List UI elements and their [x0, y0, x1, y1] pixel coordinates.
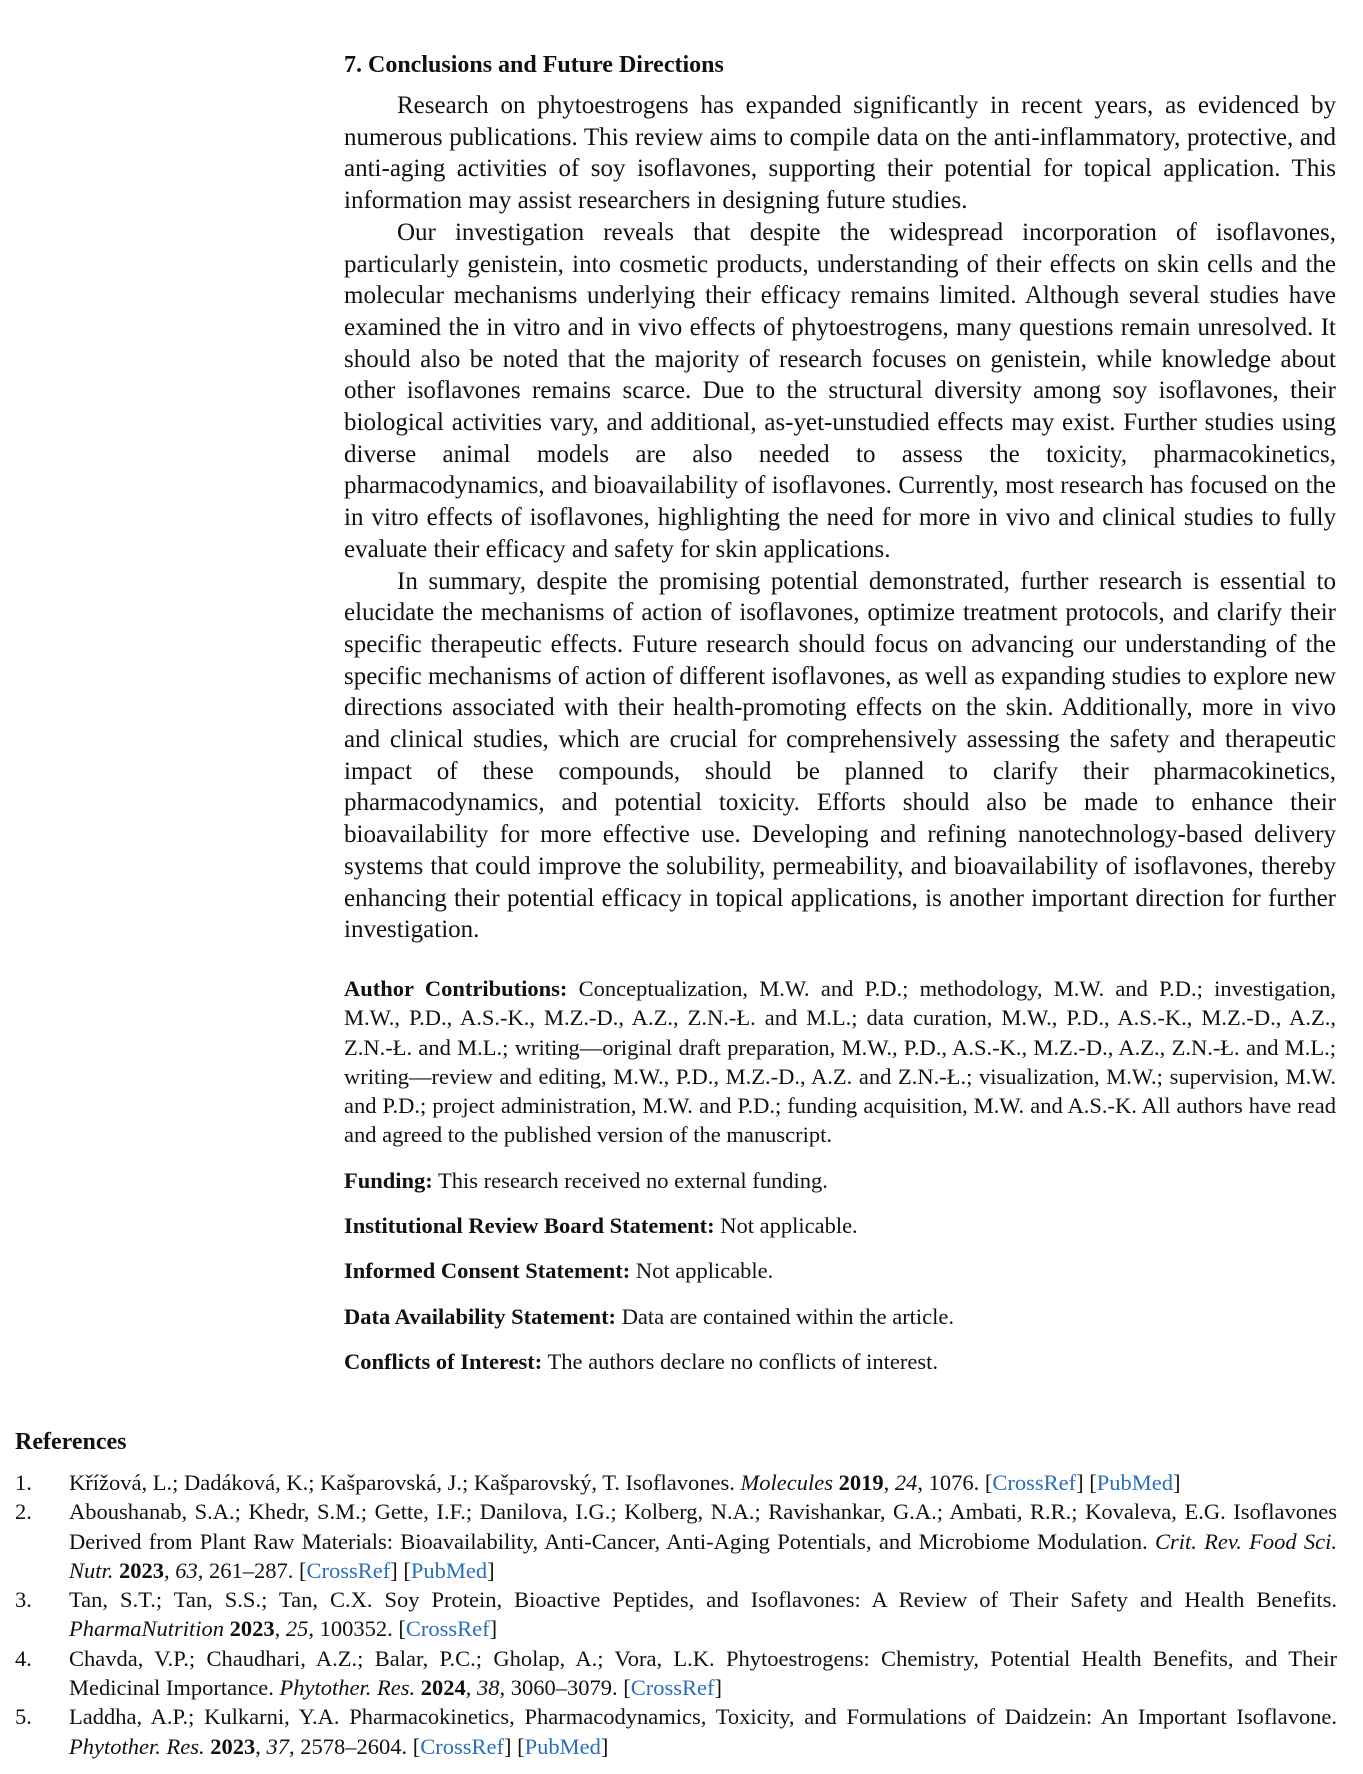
data-availability-statement: [344, 1302, 1336, 1331]
reference-volume: 37: [266, 1733, 289, 1759]
funding-statement: [344, 1166, 1336, 1195]
reference-volume: 24: [894, 1470, 918, 1495]
crossref-link[interactable]: CrossRef: [630, 1675, 715, 1701]
reference-year: 2024: [420, 1675, 466, 1701]
irb-label: Institutional Review Board Statement:: [344, 1213, 715, 1239]
reference-pages: , 2578–2604.: [288, 1733, 408, 1759]
reference-year: 2023: [229, 1616, 275, 1642]
author-contributions-text: Conceptualization, M.W. and P.D.; methodology, M.W. and P.D.; investigation, M.W., P.D., A.S.-K., M.Z.-D., A.Z., Z.N.-Ł. and M.L.; data curation, M.W., P.D., A.S.-K., M.Z.-D., A.Z., Z.N.-Ł. and M.L.; writing—original draft preparation, M.W., P.D., A.S.-K., M.Z.-D., A.Z., Z.N.-Ł. and M.L.; writing—review and editing, M.W., P.D., M.Z.-D., A.Z. and Z.N.-Ł.; visualization, M.W.; supervision, M.W. and P.D.; project administration, M.W. and P.D.; funding acquisition, M.W. and A.S.-K. All authors have read and agreed to the published version of the manuscript.: [344, 975, 1337, 1148]
reference-authors: Aboushanab, S.A.; Khedr, S.M.; Gette, I.F.; Danilova, I.G.; Kolberg, N.A.; Ravishankar, G.A.; Ambati, R.R.; Kovaleva, E.G. Isoflavones Derived from Plant Raw Materials: Bioavailability, Anti-Cancer, Anti-Aging Potentials, and Microbiome Modulation.: [69, 1499, 1337, 1554]
conflicts-statement: [344, 1347, 1336, 1376]
reference-item: 4. Chavda, V.P.; Chaudhari, A.Z.; Balar, P.C.; Gholap, A.; Vora, L.K. Phytoestrogens: Chemistry, Potential Health Benefits, and Their Medicinal Importance. Phytother. Res. 2024, 38, 3060–3079. [CrossRef]: [15, 1645, 1337, 1701]
paragraph: In summary, despite the promising potential demonstrated, further research is essential to elucidate the mechanisms of action of isoflavones, optimize treatment protocols, and clarify their specific therapeutic effects. Future research should focus on advancing our understanding of the specific mechanisms of action of different isoflavones, as well as expanding studies to explore new directions associated with their health-promoting effects on the skin. Additionally, more in vivo and clinical studies, which are crucial for comprehensively assessing the safety and therapeutic impact of these compounds, should be planned to clarify their pharmacokinetics, pharmacodynamics, and potential toxicity. Efforts should also be made to enhance their bioavailability for more effective use. Developing and refining nanotechnology-based delivery systems that could improve the solubility, permeability, and bioavailability of isoflavones, thereby enhancing their potential efficacy in topical applications, is another important direction for further investigation.: [344, 567, 1336, 944]
funding-label: Funding:: [344, 1167, 433, 1193]
author-contributions: [344, 974, 1336, 1150]
main-content: [344, 48, 1336, 1392]
back-matter: [344, 974, 1336, 1376]
reference-authors: Tan, S.T.; Tan, S.S.; Tan, C.X. Soy Protein, Bioactive Peptides, and Isoflavones: A Review of Their Safety and Health Benefits.: [69, 1587, 1337, 1613]
data-availability-label: Data Availability Statement:: [344, 1303, 617, 1329]
reference-item: 3. Tan, S.T.; Tan, S.S.; Tan, C.X. Soy Protein, Bioactive Peptides, and Isoflavones: A Review of Their Safety and Health Benefits. PharmaNutrition 2023, 25, 100352. [CrossRef]: [15, 1587, 1337, 1642]
reference-number: 2.: [15, 1499, 32, 1525]
reference-authors: Laddha, A.P.; Kulkarni, Y.A. Pharmacokinetics, Pharmacodynamics, Toxicity, and Formulations of Daidzein: An Important Isoflavone.: [69, 1704, 1337, 1730]
reference-item: 2. Aboushanab, S.A.; Khedr, S.M.; Gette, I.F.; Danilova, I.G.; Kolberg, N.A.; Ravishankar, G.A.; Ambati, R.R.; Kovaleva, E.G. Isoflavones Derived from Plant Raw Materials: Bioavailability, Anti-Cancer, Anti-Aging Potentials, and Microbiome Modulation. Crit. Rev. Food Sci. Nutr. 2023, 63, 261–287. [CrossRef] [PubMed]: [15, 1499, 1338, 1583]
paragraph: Research on phytoestrogens has expanded significantly in recent years, as evidenced by numerous publications. This review aims to compile data on the anti-inflammatory, protective, and anti-aging activities of soy isoflavones, supporting their potential for topical application. This information may assist researchers in designing future studies.: [344, 92, 1336, 215]
reference-journal: Molecules: [740, 1470, 833, 1495]
paragraph: Our investigation reveals that despite the widespread incorporation of isoflavones, particularly genistein, into cosmetic products, understanding of their effects on skin cells and the molecular mechanisms underlying their efficacy remains limited. Although several studies have examined the in vitro and in vivo effects of phytoestrogens, many questions remain unresolved. It should also be noted that the majority of research focuses on genistein, while knowledge about other isoflavones remains scarce. Due to the structural diversity among soy isoflavones, their biological activities vary, and additional, as-yet-unstudied effects may exist. Further studies using diverse animal models are also needed to assess the toxicity, pharmacokinetics, pharmacodynamics, and bioavailability of isoflavones. Currently, most research has focused on the in vitro effects of isoflavones, highlighting the need for more in vivo and clinical studies to fully evaluate their efficacy and safety for skin applications.: [344, 218, 1336, 563]
irb-statement: [344, 1211, 1336, 1240]
crossref-link[interactable]: CrossRef: [992, 1470, 1077, 1495]
reference-pages: , 261–287.: [197, 1557, 294, 1583]
reference-pages: , 1076.: [917, 1470, 980, 1495]
reference-item: 1. Křížová, L.; Dadáková, K.; Kašparovská, J.; Kašparovský, T. Isoflavones. Molecules 2019, 24, 1076. [CrossRef] [PubMed]: [15, 1468, 1337, 1497]
references-title: References: [15, 1429, 127, 1455]
crossref-link[interactable]: CrossRef: [420, 1733, 504, 1759]
pubmed-link[interactable]: PubMed: [410, 1557, 488, 1583]
reference-year: 2023: [119, 1557, 165, 1583]
consent-text: Not applicable.: [635, 1258, 774, 1284]
reference-journal: Phytother. Res.: [279, 1675, 416, 1701]
consent-label: Informed Consent Statement:: [344, 1258, 631, 1284]
irb-text: Not applicable.: [720, 1213, 858, 1239]
reference-journal: Crit. Rev. Food Sci. Nutr.: [69, 1528, 1338, 1583]
pubmed-link[interactable]: PubMed: [524, 1733, 601, 1759]
reference-number: 1.: [15, 1470, 32, 1495]
pubmed-link[interactable]: PubMed: [1096, 1470, 1173, 1495]
reference-volume: 63: [175, 1557, 198, 1583]
reference-volume: 25: [285, 1616, 309, 1642]
reference-pages: , 100352.: [308, 1616, 393, 1642]
reference-year: 2023: [210, 1733, 256, 1759]
reference-journal: PharmaNutrition: [69, 1616, 225, 1642]
references-section: [15, 1426, 1337, 1761]
data-availability-text: Data are contained within the article.: [621, 1303, 955, 1329]
reference-number: 5.: [15, 1704, 32, 1730]
reference-number: 3.: [15, 1587, 32, 1613]
funding-text: This research received no external funding.: [438, 1167, 828, 1193]
reference-list: [15, 1468, 1337, 1761]
author-contributions-label: Author Contributions:: [344, 975, 568, 1001]
reference-journal: Phytother. Res.: [69, 1733, 205, 1759]
section-title: 7. Conclusions and Future Directions: [344, 52, 724, 78]
reference-item: 5. Laddha, A.P.; Kulkarni, Y.A. Pharmacokinetics, Pharmacodynamics, Toxicity, and Formulations of Daidzein: An Important Isoflavone. Phytother. Res. 2023, 37, 2578–2604. [CrossRef] [PubMed]: [15, 1704, 1337, 1759]
reference-authors: Křížová, L.; Dadáková, K.; Kašparovská, J.; Kašparovský, T. Isoflavones.: [69, 1470, 735, 1495]
conflicts-label: Conflicts of Interest:: [344, 1348, 543, 1374]
reference-pages: , 3060–3079.: [499, 1675, 618, 1701]
conflicts-text: The authors declare no conflicts of interest.: [547, 1348, 938, 1374]
reference-year: 2019: [838, 1470, 884, 1495]
reference-number: 4.: [15, 1645, 32, 1671]
reference-authors: Chavda, V.P.; Chaudhari, A.Z.; Balar, P.C.; Gholap, A.; Vora, L.K. Phytoestrogens: Chemistry, Potential Health Benefits, and Their Medicinal Importance.: [69, 1645, 1337, 1701]
crossref-link[interactable]: CrossRef: [306, 1557, 391, 1583]
consent-statement: [344, 1256, 1336, 1285]
reference-volume: 38: [477, 1675, 500, 1701]
crossref-link[interactable]: CrossRef: [405, 1616, 490, 1642]
